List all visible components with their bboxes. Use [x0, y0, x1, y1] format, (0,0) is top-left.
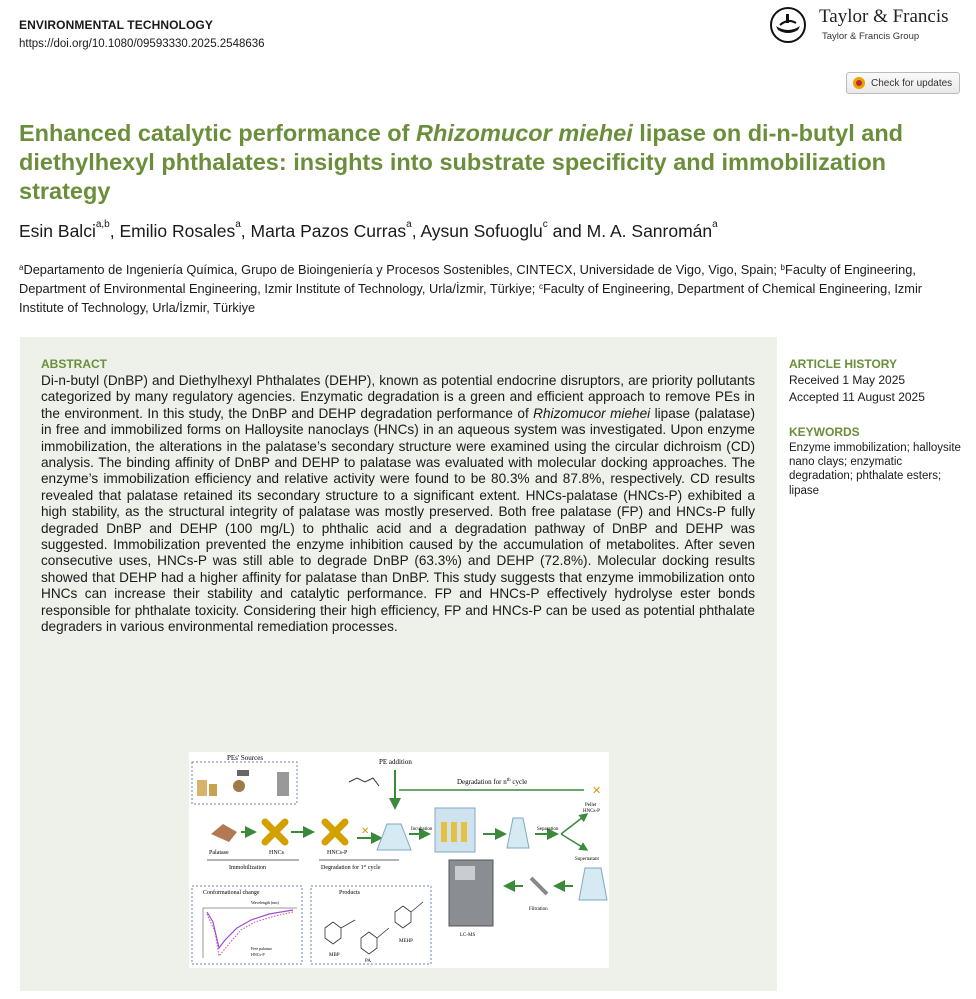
affil-marker: b	[780, 263, 785, 272]
author-affil: a	[712, 219, 718, 230]
fig-pellet: Pellet	[585, 803, 597, 808]
pa-structure	[361, 932, 377, 954]
author-separator: ,	[240, 221, 251, 241]
tool-icon	[237, 770, 249, 776]
author-affil: c	[542, 219, 548, 230]
abstract-heading: ABSTRACT	[41, 357, 107, 371]
doi-link[interactable]: https://doi.org/10.1080/09593330.2025.2548636	[19, 38, 265, 50]
abstract-text-1: Di-n-butyl (DnBP) and Diethylhexyl Phthalates (DEHP), known as potential endocrine disruptors, are priority pollutants categorized by many regulatory agencies. Enzymatic degradation is a green and efficient approach to remove PEs in the environment. In this study, the DnBP and DEHP degradation performance of	[41, 373, 755, 421]
author-separator: ,	[411, 221, 421, 241]
affiliation-c: Faculty of Engineering, Department of Chemical Engineering, Izmir Institute of Technology, Urla/İzmir, Türkiye	[19, 281, 923, 315]
received-date: Received 1 May 2025	[789, 373, 906, 387]
title-text-1: Enhanced catalytic performance of	[19, 120, 417, 146]
molecule-icon	[349, 778, 379, 786]
fig-filtration: Filtration	[529, 907, 548, 912]
publisher-group: Taylor & Francis Group	[822, 31, 920, 42]
cross-icon: ✕	[592, 785, 602, 797]
palatase-icon	[211, 824, 237, 842]
author-affil: a	[235, 219, 241, 230]
mbp-structure	[325, 922, 341, 944]
mehp-structure	[395, 906, 411, 928]
affil-marker: a	[19, 263, 24, 272]
fig-degradation-nth: Degradation for $n^{th}$ cycle	[457, 778, 528, 786]
article-title	[19, 119, 959, 206]
publisher-logo-icon	[766, 4, 816, 46]
cross-icon: ✕	[361, 826, 370, 837]
abstract-species: Rhizomucor miehei	[533, 405, 651, 421]
fig-pes-sources: PEs' Sources	[227, 754, 264, 762]
author[interactable]: Marta Pazos Curras	[250, 221, 407, 241]
flask-icon	[579, 868, 607, 900]
abstract-text-2: lipase (palatase) in free and immobilized forms on Halloysite nanoclays (HNCs) in an aqueous system was investigated. Upon enzyme immobilization, the alterations in the palatase’s secondary structure were examined using the circular dichroism (CD) analysis. The binding affinity of DnBP and DEHP to palatase was evaluated with molecular docking approaches. The enzyme’s immobilization efficiency and relative activity were found to be 80.3% and 87.8%, respectively. CD results revealed that palatase retained its secondary structure to a significant extent. HNCs-palatase (HNCs-P) exhibited a high stability, as the structural integrity of palatase was mostly preserved. Both free palatase (FP) and HNCs-P fully degraded DnBP and DEHP (100 mg/L) to phthalic acid and a degradation pathway of DnBP and DEHP was suggested. Immobilization prevented the enzyme inhibition caused by the accumulation of metabolites. After seven consecutive uses, HNCs-P was still able to degrade DnBP (63.3%) and DEHP (72.8%). Molecular docking results showed that DEHP had a higher affinity for palatase than DnBP. This study suggests that enzyme immobilization onto HNCs can increase their stability and catalytic performance. FP and HNCs-P effectively hydrolyse ester bonds responsible for phthalate toxicity. Considering their high efficiency, FP and HNCs-P can be used as potential phthalate degraders in various environmental remediation processes.	[41, 405, 755, 635]
publisher-name: Taylor & Francis	[819, 6, 949, 27]
cd-curve-free	[207, 912, 293, 956]
title-text-2: lipase on di-n-butyl and diethylhexyl phthalates: insights into substrate specificity and immobilization strategy	[19, 120, 904, 204]
hncs-p-icon	[325, 822, 345, 842]
fig-palatase: Palatase	[209, 850, 229, 856]
author-separator: and	[547, 221, 587, 241]
author[interactable]: Emilio Rosales	[119, 221, 236, 241]
fig-legend-free: Free palatase	[251, 946, 272, 951]
accepted-date: Accepted 11 August 2025	[789, 390, 925, 404]
cd-curve-hncs	[207, 910, 293, 948]
graphical-abstract	[189, 752, 609, 968]
affiliation-a: Departamento de Ingeniería Química, Grupo de Bioingeniería y Procesos Sostenibles, CINTECX, Universidade de Vigo, Vigo, Spain;	[23, 262, 781, 277]
author-affil: a	[406, 219, 412, 230]
tube-icon	[507, 818, 529, 848]
fig-pa: PA	[365, 959, 371, 964]
fig-legend-hncs: HNCs-P	[251, 952, 265, 957]
fig-lcms: LC-MS	[460, 933, 476, 938]
bottle-icon	[197, 780, 207, 796]
fig-supernatant: Supernatant	[575, 857, 599, 862]
fig-products: Products	[339, 890, 360, 896]
crossmark-icon	[853, 77, 865, 89]
fig-pe-addition: PE addition	[379, 758, 412, 766]
keywords-list: Enzyme immobilization; halloysite nano clays; enzymatic degradation; phthalate esters; lipase	[789, 442, 961, 497]
author-affil: a,b	[95, 219, 110, 230]
syringe-icon	[531, 878, 547, 894]
bottle-icon	[209, 784, 217, 796]
article-history-heading: ARTICLE HISTORY	[789, 357, 898, 371]
fig-conformational: Conformational change	[203, 890, 260, 896]
abstract-text	[41, 373, 755, 636]
teddy-icon	[233, 780, 245, 792]
packaging-icon	[277, 772, 289, 796]
affiliation-b: Faculty of Engineering, Department of Environmental Engineering, Izmir Institute of Technology, Urla/İzmir, Türkiye;	[19, 262, 916, 296]
fig-hncs-p: HNCs-P	[327, 850, 348, 856]
fig-mehp: MEHP	[399, 939, 413, 944]
check-for-updates-label: Check for updates	[871, 77, 953, 89]
keywords-heading: KEYWORDS	[789, 425, 860, 439]
affil-marker: c	[538, 282, 543, 291]
fig-pellet-hncs: HNCs-P	[583, 809, 600, 814]
author-separator: ,	[109, 221, 120, 241]
title-species: Rhizomucor miehei	[416, 120, 633, 146]
check-for-updates-button[interactable]	[846, 72, 960, 94]
fig-separation: Separation	[537, 827, 559, 832]
author[interactable]: M. A. Sanromán	[586, 221, 713, 241]
fig-wavelength: Wavelength (nm)	[251, 900, 279, 905]
affiliations	[19, 260, 969, 317]
fig-incubation: Incubation	[411, 827, 433, 832]
flask-icon	[377, 824, 411, 850]
fig-mbp: MBP	[329, 953, 340, 958]
fig-degradation-1st: Degradation for 1st cycle	[321, 863, 381, 871]
hncs-icon	[265, 822, 285, 842]
fig-hncs: HNCs	[269, 850, 285, 856]
fig-immobilization: Immobilization	[229, 865, 266, 871]
author-list	[19, 221, 718, 242]
author[interactable]: Aysun Sofuoglu	[420, 221, 543, 241]
journal-name: ENVIRONMENTAL TECHNOLOGY	[19, 18, 213, 32]
author[interactable]: Esin Balci	[19, 221, 96, 241]
